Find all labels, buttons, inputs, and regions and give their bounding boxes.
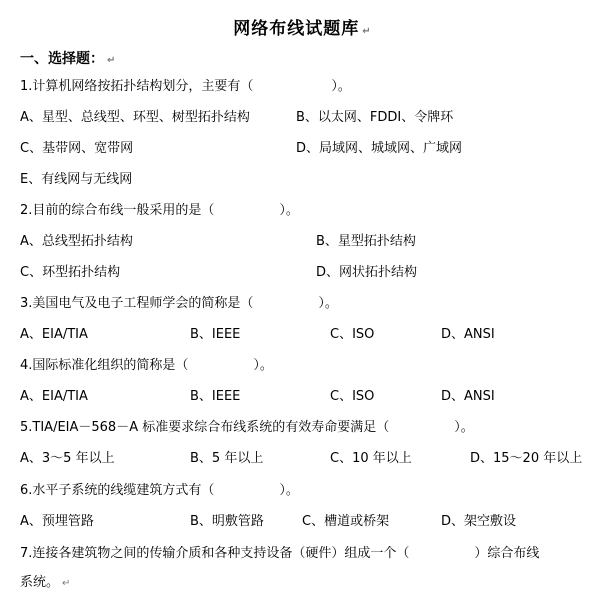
- title-text: 网络布线试题库: [233, 19, 360, 39]
- question-2-option-d: D、网状拓扑结构: [316, 265, 418, 280]
- question-4-option-b: B、IEEE: [190, 389, 241, 404]
- question-3-option-c: C、ISO: [330, 327, 375, 342]
- question-7-stem-line2: [20, 574, 70, 593]
- question-5-stem: 5.TIA/EIA－568－A 标准要求综合布线系统的有效寿命要满足（ ）。: [20, 420, 474, 435]
- question-2-option-c: C、环型拓扑结构: [20, 265, 121, 280]
- question-4-stem: 4.国际标准化组织的简称是（ ）。: [20, 358, 273, 373]
- question-1-option-d: D、局域网、城域网、广域网: [296, 141, 463, 156]
- question-5-option-c: C、10 年以上: [330, 451, 412, 466]
- paragraph-mark-icon: ↵: [362, 26, 372, 37]
- question-1-stem: 1.计算机网络按拓扑结构划分，主要有（ ）。: [20, 79, 351, 94]
- question-6-option-b: B、明敷管路: [190, 514, 264, 529]
- question-6-option-d: D、架空敷设: [441, 514, 517, 529]
- paragraph-mark-icon: ↵: [107, 55, 116, 66]
- section-heading-text: 一、选择题：: [20, 51, 104, 67]
- question-1-option-e: E、有线网与无线网: [20, 172, 133, 187]
- question-2-option-a: A、总线型拓扑结构: [20, 234, 133, 249]
- question-3-stem: 3.美国电气及电子工程师学会的简称是（ ）。: [20, 296, 338, 311]
- question-1-option-b: B、以太网、FDDI、令牌环: [296, 110, 454, 125]
- question-1-option-c: C、基带网、宽带网: [20, 141, 134, 156]
- question-1-option-a: A、星型、总线型、环型、树型拓扑结构: [20, 110, 250, 125]
- document-title: [0, 14, 605, 39]
- question-7-stem-line1: 7.连接各建筑物之间的传输介质和各种支持设备（硬件）组成一个（ ）综合布线: [20, 546, 540, 561]
- question-4-option-a: A、EIA/TIA: [20, 389, 88, 404]
- question-7-stem-line2-text: 系统。: [20, 575, 60, 590]
- question-5-option-a: A、3～5 年以上: [20, 451, 115, 466]
- question-6-stem: 6.水平子系统的线缆建筑方式有（ ）。: [20, 483, 299, 498]
- section-heading: [20, 50, 115, 70]
- question-6-option-c: C、槽道或桥架: [302, 514, 390, 529]
- question-2-stem: 2.目前的综合布线一般采用的是（ ）。: [20, 203, 299, 218]
- question-6-option-a: A、预埋管路: [20, 514, 94, 529]
- question-5-option-b: B、5 年以上: [190, 451, 264, 466]
- question-3-option-b: B、IEEE: [190, 327, 241, 342]
- question-2-option-b: B、星型拓扑结构: [316, 234, 416, 249]
- question-3-option-d: D、ANSI: [441, 327, 495, 342]
- question-4-option-c: C、ISO: [330, 389, 375, 404]
- question-5-option-d: D、15～20 年以上: [470, 451, 583, 466]
- paragraph-mark-icon: ↵: [62, 578, 71, 589]
- question-4-option-d: D、ANSI: [441, 389, 495, 404]
- question-3-option-a: A、EIA/TIA: [20, 327, 88, 342]
